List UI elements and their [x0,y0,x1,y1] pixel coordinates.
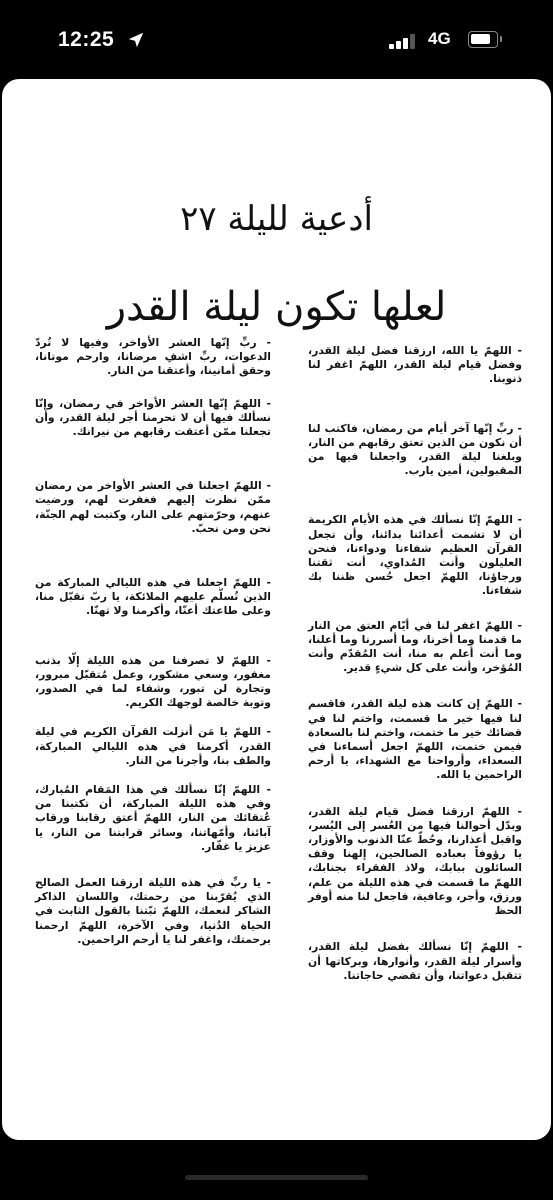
prayer-paragraph: - اللهمّ ارزقنا فضل قيام ليلة القدر، وبدّل أحوالنا فيها من العُسر إلى اليُسر، واقبل أعذارنا، وحُطّ عنّا الذنوب والأوزار، يا رؤوفاً بعباده الصالحين، إلهنا وقف السائلون ببابك، ولاذ الفقراء بجنابك، اللهمّ ما قسمت في هذه الليلة من علم، ورزق، وأجر، وعافية، فاجعل لنا منه أوفر الحظ [308,804,522,918]
prayer-paragraph: - اللهمّ يا مَن أنزلت القرآن الكريم في ليلة القدر، أكرمنا في هذه الليالي المباركة، والطف بنا، وأجرنا من النار. [35,725,271,767]
clock: 12:25 [58,28,115,51]
prayer-paragraph: - اللهمّ اجعلنا في العشر الأواخر من رمضان ممّن نظرت إليهم فغفرت لهم، ورضيت عنهم، وحرّمتهم على النار، وكتبت لهم الجنّة، نحن ومن نحبّ. [35,479,271,535]
right-prayer-column [308,344,522,983]
left-prayer-column [35,336,271,947]
prayer-paragraph: - ربِّ إنّها العشر الأواخر، وفيها لا تُردّ الدعوات، ربِّ اشفِ مرضانا، وارحم موتانا، وحقق أمانينا، وأعتقنا من النار. [35,336,271,378]
home-indicator[interactable] [185,1175,368,1180]
prayer-paragraph: - ربِّ إنّها آخر أيام من رمضان، فاكتب لنا أن نكون من الذين تعتق رقابهم من النار، وبلغنا ليلة القدر، واجعلنا فيها من المقبولين، أمين يارب. [308,421,522,478]
prayer-paragraph: - اللهمّ يا الله، ارزقنا فضل ليلة القدر، وفضل قيام ليلة القدر، اللهمّ اغفر لنا ذنوبنا. [308,344,522,386]
prayer-paragraph: - اللهمّ إنّا نسألك بفضل ليلة القدر، وأسرار ليلة القدر، وأنوارها، وبركاتها أن تتقبل دعواتنا، وأن تقضي حاجاتنا. [308,940,522,982]
prayer-paragraph: - اللهمّ اغفر لنا في أيّام العتق من النار ما قدمنا وما أخرنا، وما أسررنا وما أعلنا، وما أنت أعلم به منا، أنت المُقدّم وأنت المُؤخر، وأنت على كل شيءٍ قدير. [308,618,522,675]
prayer-paragraph: - اللهمّ إنّها العشر الأواخر في رمضان، وإنّا نسألك فيها أن لا تحرمنا أجر ليلة القدر، وأن تجعلنا ممّن أعتقت رقابهم من نيرانك. [35,396,271,439]
prayer-paragraph: - اللهمّ إنّا نسألك في هذه الأيام الكريمة أن لا تشمت أعدائنا بدائنا، وأن تجعل القرآن العظيم شفاءنا ودواءنا، فنحن العليلون وأنت المُداوي، أنت ثقتنا ورجاؤنا، اللهمّ اجعل حُسن ظننا بك شفاءنا. [308,513,522,598]
prayer-paragraph: - اللهمّ لا تصرفنا من هذه الليلة إلّا بذنب مغفور، وسعي مشكور، وعمل مُتقبّل مبرور، وتجارة لن تبور، وشفاء لما في الصدور، وتوبة خالصة لوجهك الكريم. [35,653,271,710]
prayer-paragraph: - اللهمّ إن كانت هذه ليلة القدر، فاقسم لنا فيها خير ما قسمت، واختم لنا في قضائك خير ما ختمت، واختم لنا بالسعادة فيمن ختمت، اللهمّ اجعل أسماءنا في السعداء، وأرواحنا مع الشهداء، يا أرحم الراحمين يا الله. [308,697,522,782]
prayer-paragraph: - اللهمّ اجعلنا في هذه الليالي المباركة من الذين تُسلّم عليهم الملائكة، يا ربّ تقبّل منا، وعلى طاعتك أعنّا، وأكرمنا ولا تهنّا. [35,576,271,618]
network-type: 4G [428,29,451,48]
location-arrow-icon [127,31,145,49]
document-page[interactable] [2,79,551,1140]
status-bar [0,0,553,80]
cellular-signal-icon [389,33,421,49]
document-subtitle: لعلها تكون ليلة القدر [106,284,447,330]
battery-icon [468,31,498,48]
prayer-paragraph: - اللهمّ إنّا نسألك في هذا المَقام المُبارك، وفي هذه الليلة المباركة، أن تكتبنا من عُتقائك من النار، اللهمّ أعتق رقابنا ورقاب آبائنا، وأمّهاتنا، وسائر قرابتنا من النار، يا عزيز يا غفّار. [35,783,271,853]
prayer-paragraph: - يا ربِّ في هذه الليلة ارزقنا العمل الصالح الذي يُقرّبنا من رحمتك، واللسان الذاكر الشاكر لنعمك، اللهمّ ثبّتنا بالقول الثابت في الحياة الدُنيا، وفي الآخرة، اللهمّ ارحمنا برحمتك، واغفر لنا يا أرحم الراحمين. [35,876,271,946]
document-title: أدعية لليلة ٢٧ [180,199,373,239]
